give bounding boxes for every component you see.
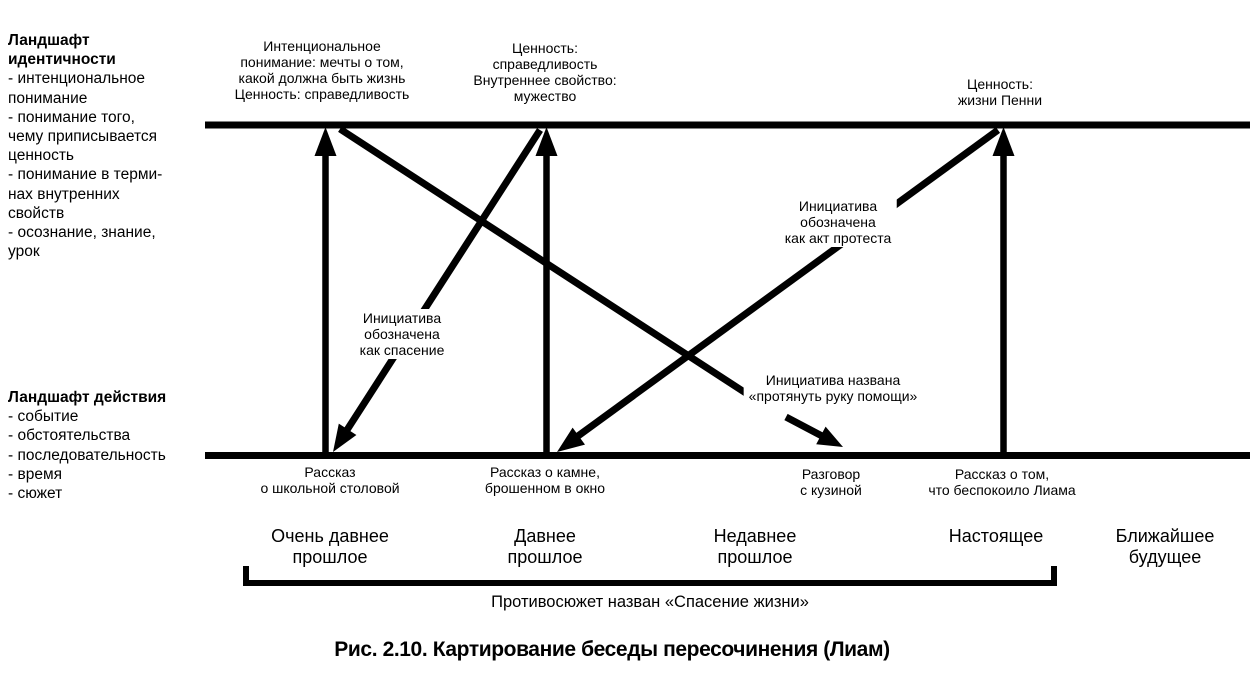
- text-line: обозначена: [800, 214, 876, 230]
- text-line: Ландшафт: [8, 32, 90, 49]
- text-line: прошлое: [507, 547, 583, 567]
- text-line: Внутреннее свойство:: [473, 72, 617, 88]
- text-line: прошлое: [717, 547, 793, 567]
- text-line: нах внутренних: [8, 185, 120, 203]
- arrow-diagonal-rescue: [347, 130, 540, 430]
- text-line: Недавнее: [713, 526, 797, 546]
- timeline-near-future: [1116, 526, 1215, 568]
- text-line: Очень давнее: [271, 526, 389, 546]
- text-line: Интенциональное: [263, 38, 381, 54]
- text-line: Рассказ: [304, 464, 356, 480]
- text-line: Ценность: справедливость: [234, 86, 410, 102]
- text-line: как спасение: [359, 342, 445, 358]
- action-landscape-title: Ландшафт действия: [8, 389, 167, 406]
- annotation-initiative-helping-hand: [744, 371, 923, 405]
- text-line: Инициатива названа: [765, 372, 901, 388]
- text-line: Рассказ о камне,: [490, 464, 600, 480]
- text-line: Ценность:: [967, 76, 1033, 92]
- text-line: мужество: [513, 88, 577, 104]
- text-line: - обстоятельства: [8, 427, 131, 445]
- timeline-present: [949, 526, 1043, 547]
- identity-landscape-items: [8, 69, 162, 261]
- text-line: с кузиной: [800, 482, 862, 498]
- text-line: свойств: [8, 204, 65, 222]
- figure-caption: Рис. 2.10. Картирование беседы пересочинения (Лиам): [334, 638, 890, 661]
- text-line: понимание: [8, 89, 88, 107]
- counterplot-label: Противосюжет назван «Спасение жизни»: [491, 593, 809, 611]
- text-line: жизни Пенни: [957, 92, 1043, 108]
- text-line: Ценность:: [511, 40, 578, 56]
- text-line: идентичности: [8, 51, 116, 69]
- event-cousin-conversation: [800, 466, 862, 498]
- annotation-intentional-understanding: [235, 38, 410, 102]
- text-line: брошенном в окно: [484, 480, 606, 496]
- action-landscape-items: [8, 407, 166, 503]
- text-line: будущее: [1128, 547, 1202, 567]
- text-line: Разговор: [801, 466, 861, 482]
- text-line: - событие: [8, 408, 79, 426]
- arrowhead-down-cousin: [816, 427, 843, 447]
- counterplot-bracket: [246, 566, 1054, 583]
- event-stone-story: [485, 464, 605, 496]
- arrowhead-down-rescue: [333, 424, 356, 452]
- identity-landscape-legend: [8, 31, 162, 261]
- text-line: - время: [8, 465, 62, 483]
- text-line: Рассказ о том,: [954, 466, 1050, 482]
- text-line: Инициатива: [362, 310, 442, 326]
- text-line: прошлое: [292, 547, 368, 567]
- annotation-initiative-rescue: [355, 309, 450, 359]
- annotation-value-penny: [958, 76, 1042, 108]
- arrowhead-up-1: [315, 127, 337, 156]
- identity-landscape-title: [8, 31, 162, 69]
- annotation-initiative-protest: [780, 197, 897, 247]
- text-line: - последовательность: [8, 446, 166, 464]
- arrow-short-to-cousin: [786, 417, 822, 436]
- text-line: справедливость: [492, 56, 598, 72]
- text-line: - понимание того,: [8, 108, 135, 126]
- text-line: что беспокоило Лиама: [928, 482, 1076, 498]
- event-canteen-story: [260, 464, 399, 496]
- action-landscape-legend: [8, 388, 166, 503]
- text-line: - осознание, знание,: [8, 224, 156, 242]
- timeline-recent-past: [714, 526, 797, 568]
- text-line: ценность: [8, 147, 74, 165]
- annotation-value-courage: [473, 40, 616, 104]
- action-landscape-line: [205, 452, 1250, 459]
- text-line: о школьной столовой: [260, 480, 400, 496]
- text-line: - понимание в терми-: [8, 166, 163, 184]
- text-line: урок: [8, 243, 40, 261]
- text-line: Настоящее: [948, 526, 1044, 546]
- event-worry-story: [928, 466, 1075, 498]
- text-line: Давнее: [514, 526, 576, 546]
- text-line: чему приписывается: [8, 128, 158, 146]
- text-line: Ближайшее: [1115, 526, 1215, 546]
- text-line: какой должна быть жизнь: [238, 70, 406, 86]
- text-line: - интенциональное: [8, 70, 146, 88]
- text-line: «протянуть руку помощи»: [748, 388, 918, 404]
- text-line: Инициатива: [798, 198, 878, 214]
- timeline-distant-past: [508, 526, 583, 568]
- text-line: обозначена: [364, 326, 440, 342]
- timeline-very-distant-past: [271, 526, 389, 568]
- text-line: понимание: мечты о том,: [240, 54, 404, 70]
- text-line: как акт протеста: [784, 230, 892, 246]
- identity-landscape-line: [205, 122, 1250, 129]
- text-line: - сюжет: [8, 485, 63, 503]
